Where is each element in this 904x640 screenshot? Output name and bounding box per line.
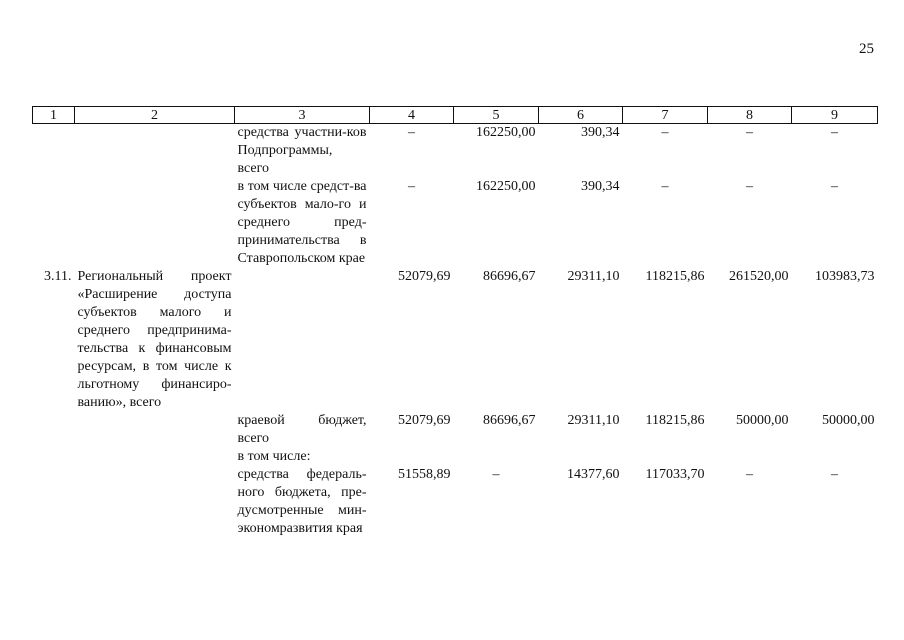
- table-row: [33, 412, 878, 448]
- row-code: 3.11.: [44, 269, 72, 284]
- value-cell: –: [661, 179, 669, 194]
- value-cell: 14377,60: [567, 467, 620, 482]
- value-cell: 118215,86: [645, 413, 705, 428]
- row-funding-source: средства участни-ков Подпрограммы, всего: [237, 125, 367, 176]
- value-cell: –: [661, 125, 669, 140]
- value-cell: [539, 448, 623, 466]
- row-funding-source: в том числе средст-ва субъектов мало-го и среднего пред-принимательства в Ставропольском крае: [237, 179, 367, 266]
- value-cell: 118215,86: [645, 269, 705, 284]
- value-cell: 390,34: [581, 179, 620, 194]
- value-cell: –: [831, 125, 838, 140]
- table-row: [33, 466, 878, 538]
- row-funding-source: в том числе:: [237, 449, 311, 464]
- row-code: [33, 124, 75, 179]
- value-cell: 50000,00: [736, 413, 789, 428]
- value-cell: [454, 448, 539, 466]
- value-cell: 162250,00: [476, 125, 536, 140]
- table-row: [33, 448, 878, 466]
- value-cell: 52079,69: [398, 269, 451, 284]
- value-cell: 86696,67: [483, 413, 536, 428]
- row-code: [33, 178, 75, 268]
- row-code: [33, 412, 75, 448]
- header-cell: 8: [708, 107, 792, 124]
- header-cell: 5: [454, 107, 539, 124]
- value-cell: –: [408, 125, 415, 140]
- value-cell: 86696,67: [483, 269, 536, 284]
- row-name: [75, 178, 235, 268]
- value-cell: –: [746, 179, 753, 194]
- row-funding-source: средства федераль-ного бюджета, пре-дусмотренные мин-экономразвития края: [237, 467, 367, 536]
- value-cell: [623, 448, 708, 466]
- value-cell: –: [831, 467, 838, 482]
- row-name: [75, 448, 235, 466]
- value-cell: [370, 448, 454, 466]
- value-cell: 52079,69: [398, 413, 451, 428]
- row-name: [75, 466, 235, 538]
- row-funding-source: [235, 268, 370, 412]
- table-row: [33, 124, 878, 179]
- value-cell: 29311,10: [567, 269, 620, 284]
- value-cell: 50000,00: [822, 413, 875, 428]
- value-cell: 162250,00: [476, 179, 536, 194]
- value-cell: –: [492, 467, 500, 482]
- table-row: [33, 268, 878, 412]
- table-header: [33, 107, 878, 124]
- value-cell: 117033,70: [645, 467, 705, 482]
- header-cell: 7: [623, 107, 708, 124]
- header-cell: 2: [75, 107, 235, 124]
- budget-table: [32, 106, 878, 538]
- value-cell: 261520,00: [729, 269, 789, 284]
- value-cell: [708, 448, 792, 466]
- row-name: [75, 124, 235, 179]
- header-cell: 4: [370, 107, 454, 124]
- table-row: [33, 178, 878, 268]
- row-name: Региональный проект «Расширение доступа субъектов малого и среднего предпринима-тельства к финансовым ресурсам, в том числе к льготному финансиро-ванию», всего: [77, 269, 232, 410]
- header-cell: 9: [792, 107, 878, 124]
- row-funding-source: краевой бюджет, всего: [237, 413, 367, 446]
- row-code: [33, 448, 75, 466]
- value-cell: 29311,10: [567, 413, 620, 428]
- value-cell: –: [408, 179, 415, 194]
- row-name: [75, 412, 235, 448]
- value-cell: 51558,89: [398, 467, 451, 482]
- value-cell: –: [746, 467, 753, 482]
- value-cell: 390,34: [581, 125, 620, 140]
- header-cell: 1: [33, 107, 75, 124]
- page-number: 25: [859, 41, 874, 57]
- header-cell: 3: [235, 107, 370, 124]
- row-code: [33, 466, 75, 538]
- value-cell: –: [746, 125, 753, 140]
- value-cell: –: [831, 179, 838, 194]
- header-cell: 6: [539, 107, 623, 124]
- value-cell: [792, 448, 878, 466]
- value-cell: 103983,73: [815, 269, 875, 284]
